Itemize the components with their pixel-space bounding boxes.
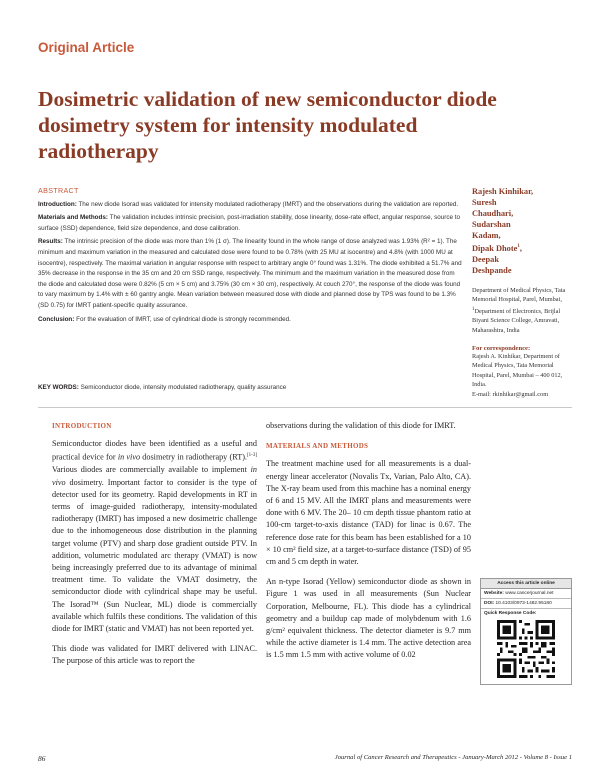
- abstract-methods-text: The validation includes intrinsic precision, post-irradiation stability, dose linearity, dose-rate effect, angular response, source to surface (SSD) dependence, field size dependence, and dose calibration.: [38, 214, 460, 232]
- website-link[interactable]: www.cancerjournal.net: [503, 591, 554, 596]
- author-name: Dipak Dhote: [472, 243, 518, 253]
- text-run: Semiconductor diodes have been identified as a useful and practical device for: [52, 439, 257, 463]
- qr-label: Quick Response Code:: [484, 611, 537, 616]
- abstract-conclusion-text: For the evaluation of IMRT, use of cylindrical diode is strongly recommended.: [74, 315, 291, 323]
- body-column-left: [52, 420, 257, 676]
- abstract-results-label: Results:: [38, 238, 63, 246]
- keywords-text: Semiconductor diode, intensity modulated radiotherapy, quality assurance: [78, 384, 287, 391]
- italic-term: in vivo: [117, 453, 141, 463]
- affiliation-marker: 1: [517, 244, 520, 249]
- access-doi-row[interactable]: [481, 599, 571, 609]
- article-type-label: Original Article: [38, 40, 135, 55]
- access-qr-row: [481, 609, 571, 684]
- abstract-heading: ABSTRACT: [38, 186, 79, 195]
- introduction-paragraph-continued: observations during the validation of this diode for IMRT.: [266, 421, 456, 430]
- author-line: Rajesh Kinhikar,: [472, 187, 534, 196]
- article-title: Dosimetric validation of new semiconductor diode dosimetry system for intensity modulated radiotherapy: [38, 87, 497, 163]
- italic-term: in vivo: [52, 465, 257, 487]
- keywords-label: KEY WORDS:: [38, 384, 79, 391]
- doi-value[interactable]: 10.4103/0973-1482.95180: [494, 601, 552, 606]
- methods-paragraph-2: An n-type Isorad (Yellow) semiconductor diode as shown in Figure 1 was used in all measurements (Sun Nuclear Corporation, Melbourne, FL). This diode has a cylindrical geometry and a buildup cap made of molybdenum with 1.6 g/cm² equivalent thickness. The detector diameter is 9.7 mm while the active diameter is 1.4 mm. The active detection area is 1.5 mm 1.5 mm with active volume of 0.02: [266, 577, 471, 660]
- abstract-intro-label: Introduction:: [38, 200, 77, 208]
- abstract-section: [38, 186, 463, 328]
- methods-paragraph-1: The treatment machine used for all measurements is a dual-energy linear accelerator (Novalis Tx, Varian, Palo Alto, CA). The X-ray beam used from this machine has a nominal energy of 6 and 15 MV. All the IMRT plans and measurements were done with 6 MV. The 20– 10 cm depth tissue phantom ratio at 100-cm target-to-axis distance (TAD) for linac is 0.67. The reference dose rate for this beam has been established for a 10 × 10 cm² field size, at a target-to-surface distance (TSD) of 95 cm and 5 cm depth in water.: [266, 459, 471, 567]
- author-line: Deshpande: [472, 265, 512, 275]
- author-line: Deepak: [472, 254, 499, 264]
- section-divider: [38, 407, 572, 408]
- correspondence-email[interactable]: E-mail: rkinhikar@gmail.com: [472, 390, 549, 398]
- keywords-line: [38, 383, 463, 393]
- introduction-paragraph-2: This diode was validated for IMRT delivered with LINAC. The purpose of this article was to report the: [52, 644, 257, 666]
- author-line: [472, 241, 572, 254]
- access-box-heading: Access this article online: [481, 579, 571, 589]
- author-list: [472, 186, 572, 276]
- journal-footer: Journal of Cancer Research and Therapeutics - January-March 2012 - Volume 8 - Issue 1: [334, 754, 572, 761]
- doi-label: DOI:: [484, 601, 495, 606]
- text-run: dosimetry in radiotherapy (RT).: [140, 453, 247, 463]
- affiliation-secondary: Department of Electronics, Brijlal Biyani Science College, Amravati, Maharashtra, India: [472, 307, 561, 334]
- qr-wrapper: [484, 616, 568, 682]
- affiliation-primary: Department of Medical Physics, Tata Memorial Hospital, Parel, Mumbai,: [472, 286, 566, 304]
- correspondence-heading: For correspondence:: [472, 344, 531, 352]
- body-column-right: [266, 420, 471, 670]
- author-line: Kadam,: [472, 231, 501, 240]
- citation-ref[interactable]: [1-3]: [246, 453, 257, 459]
- abstract-results-text: The intrinsic precision of the diode was more than 1% (1 σ). The linearity found in the whole range of dose analyzed was 1.93% (R² = 1). The minimum and maximum variation in the measured and calculated dose were found to be 0.78% (with 25 MU at isocentre) and 4.8% (with 1000 MU at isocentre), respectively. The maximal variation in angular response with respect to arbitrary angle 0° found was 1.31%. The diode exhibited a 51.7% and 35% decrease in the response in the 35 cm and 20 cm SSD range, respectively. The minimum and the maximum variation in the measured dose from the diode and calculated dose were 0.82% (5 cm × 5 cm) and 3.75% (30 cm × 30 cm), respectively. At couch 270°, the response of the diode was found to vary maximum by 1.4% with ± 60 gantry angle. Mean variation between measured dose with diode and planned dose by TPS was found to be 1.3% (SD 0.75) for IMRT patient-specific quality assurance.: [38, 238, 462, 309]
- materials-methods-heading: MATERIALS AND METHODS: [266, 442, 369, 451]
- abstract-methods-label: Materials and Methods:: [38, 214, 108, 222]
- author-line: Suresh: [472, 198, 497, 207]
- abstract-introduction: [38, 200, 463, 211]
- correspondence-address: Rajesh A. Kinhikar, Department of Medical Physics, Tata Memorial Hospital, Parel, Mumbai – 400 012, India.: [472, 352, 563, 389]
- text-run: dosimetry. Important factor to consider is the type of detector used for its geometry. Rapid developments in RT in terms of image-guided radiotherapy, intensity-modulated radiotherapy (IMRT) has imposed a new dosimetric challenge due to the inhomogeneous dose distribution in the planning target volume (PTV) and sharp dose gradient outside PTV. In addition, volumetric modulated arc therapy (VMAT) is now being increasingly preferred due to its advantage of minimal treatment time. To validate the VMAT dosimetry, the semiconductor diode with cylindrical shape may be useful. The Isorad™ (Sun Nuclear, ML) diode is commercially available which fulfils these conditions. The validation of this diode for IMRT (static and VMAT) has not been reported yet.: [52, 477, 257, 633]
- introduction-heading: INTRODUCTION: [52, 422, 112, 430]
- abstract-intro-text: The new diode Isorad was validated for intensity modulated radiotherapy (IMRT) and the observations during the validation are reported.: [76, 200, 459, 208]
- abstract-methods: [38, 213, 463, 234]
- author-separator: ,: [519, 243, 522, 253]
- page-number: 86: [38, 754, 46, 763]
- author-line: Chaudhari,: [472, 209, 514, 218]
- author-line: Sudarshan: [472, 220, 511, 229]
- introduction-paragraph: [52, 438, 257, 635]
- affiliation-marker: 1: [472, 306, 475, 312]
- access-article-box: [480, 578, 572, 685]
- author-affiliation: [472, 286, 572, 335]
- abstract-conclusion: [38, 315, 463, 326]
- abstract-results: [38, 237, 463, 311]
- text-run: Various diodes are commercially available to implement: [52, 465, 251, 475]
- access-website-row[interactable]: [481, 589, 571, 599]
- authors-sidebar: [472, 186, 572, 399]
- qr-code-icon: [497, 620, 555, 678]
- abstract-conclusion-label: Conclusion:: [38, 315, 75, 323]
- website-label: Website:: [484, 591, 504, 596]
